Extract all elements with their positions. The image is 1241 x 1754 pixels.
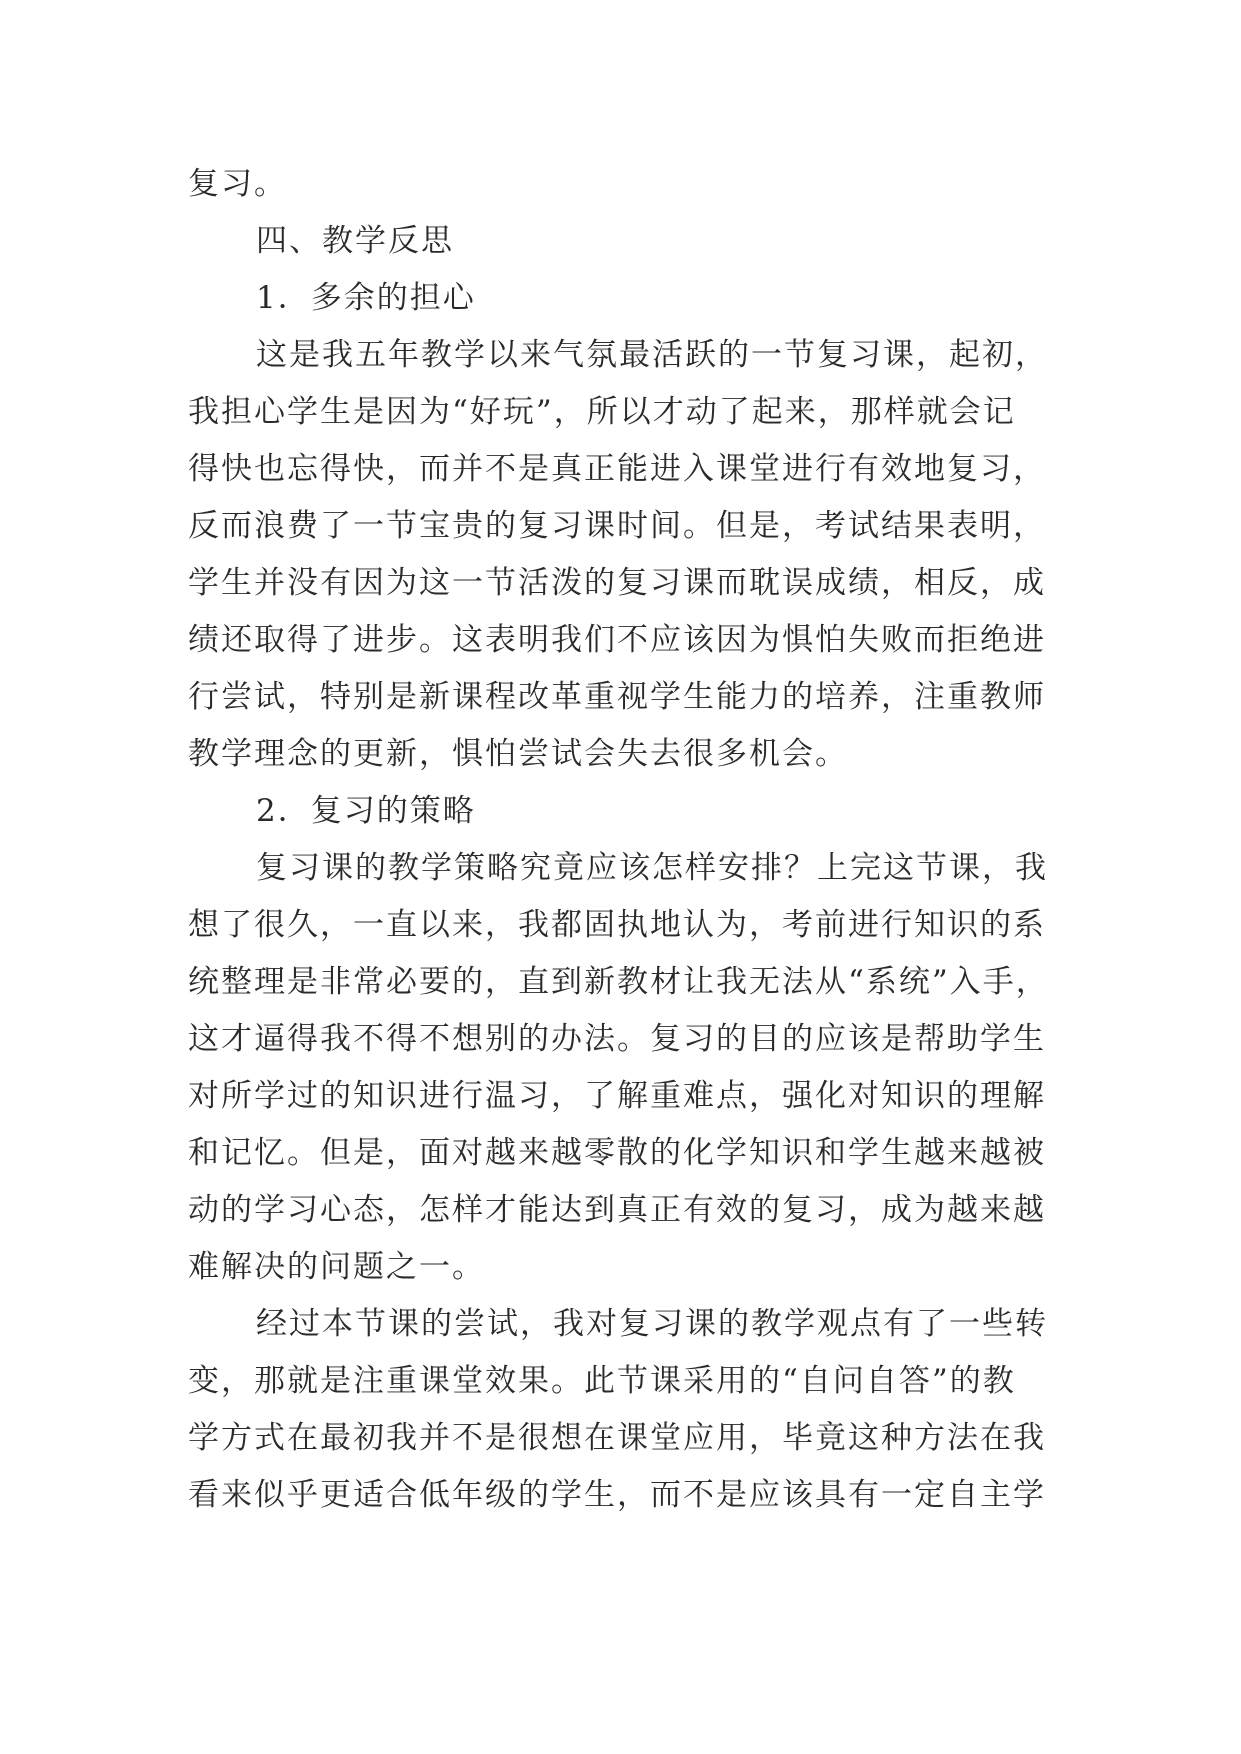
paragraph-line: 行尝试，特别是新课程改革重视学生能力的培养，注重教师 <box>188 679 1046 715</box>
paragraph-line: 动的学习心态，怎样才能达到真正有效的复习，成为越来越 <box>188 1192 1046 1228</box>
paragraph-line: 得快也忘得快，而并不是真正能进入课堂进行有效地复习， <box>188 451 1046 487</box>
paragraph-line: 我担心学生是因为“好玩”，所以才动了起来，那样就会记 <box>188 394 1016 430</box>
paragraph-line: 看来似乎更适合低年级的学生，而不是应该具有一定自主学 <box>188 1477 1046 1513</box>
paragraph-line: 对所学过的知识进行温习，了解重难点，强化对知识的理解 <box>188 1078 1046 1114</box>
paragraph-line: 这才逼得我不得不想别的办法。复习的目的应该是帮助学生 <box>188 1021 1046 1057</box>
paragraph-line: 变，那就是注重课堂效果。此节课采用的“自问自答”的教 <box>188 1363 1016 1399</box>
paragraph-line: 学方式在最初我并不是很想在课堂应用，毕竟这种方法在我 <box>188 1420 1046 1456</box>
paragraph-line: 统整理是非常必要的，直到新教材让我无法从“系统”入手， <box>188 964 1049 1000</box>
section-heading: 四、教学反思 <box>256 223 454 259</box>
subsection-heading: 2．复习的策略 <box>256 793 476 829</box>
paragraph-line: 复习。 <box>188 166 287 202</box>
paragraph-line: 反而浪费了一节宝贵的复习课时间。但是，考试结果表明， <box>188 508 1046 544</box>
paragraph-line: 这是我五年教学以来气氛最活跃的一节复习课，起初， <box>256 337 1048 373</box>
paragraph-line: 复习课的教学策略究竟应该怎样安排？上完这节课，我 <box>256 850 1048 886</box>
paragraph-line: 想了很久，一直以来，我都固执地认为，考前进行知识的系 <box>188 907 1046 943</box>
body-text <box>188 156 1048 1524</box>
subsection-heading: 1．多余的担心 <box>256 280 476 316</box>
paragraph-line: 教学理念的更新，惧怕尝试会失去很多机会。 <box>188 736 848 772</box>
paragraph-line: 和记忆。但是，面对越来越零散的化学知识和学生越来越被 <box>188 1135 1046 1171</box>
paragraph-line: 学生并没有因为这一节活泼的复习课而耽误成绩，相反，成 <box>188 565 1046 601</box>
paragraph-line: 绩还取得了进步。这表明我们不应该因为惧怕失败而拒绝进 <box>188 622 1046 658</box>
paragraph-line: 经过本节课的尝试，我对复习课的教学观点有了一些转 <box>256 1306 1048 1342</box>
paragraph-line: 难解决的问题之一。 <box>188 1249 485 1285</box>
